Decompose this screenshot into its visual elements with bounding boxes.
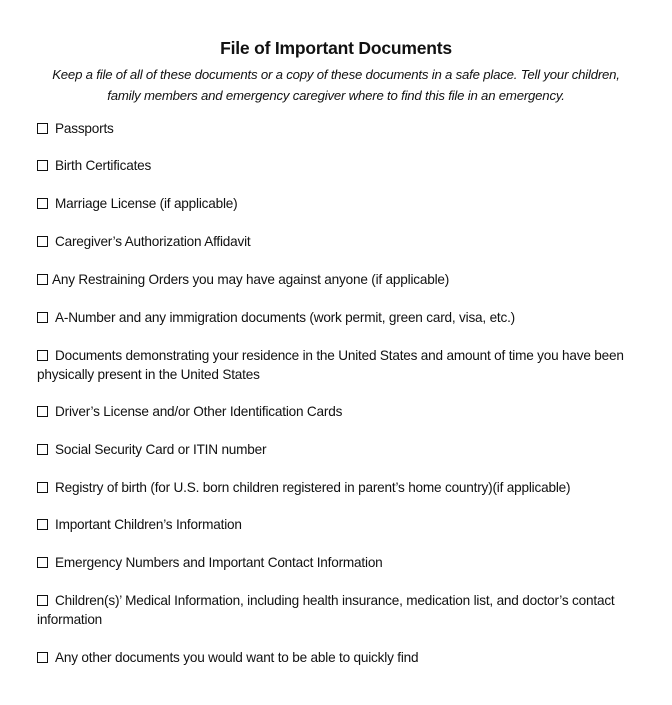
checklist-item-passports <box>37 119 647 138</box>
checklist-item-label: Documents demonstrating your residence in the United States and amount of time you have been physically present in the United States <box>37 348 624 382</box>
checklist-item-medical-information <box>37 591 647 629</box>
checkbox[interactable] <box>37 444 48 455</box>
checklist-item-label: Marriage License (if applicable) <box>55 196 238 211</box>
checkbox[interactable] <box>37 312 48 323</box>
checklist-item-label: Birth Certificates <box>55 158 152 173</box>
checklist-item-a-number <box>37 308 647 327</box>
checklist-item-label: Driver’s License and/or Other Identification Cards <box>55 404 343 419</box>
checkbox[interactable] <box>37 595 48 606</box>
checklist-item-registry-of-birth <box>37 478 647 497</box>
page-title: File of Important Documents <box>220 38 452 58</box>
checklist-item-label: Important Children’s Information <box>55 517 242 532</box>
checkbox[interactable] <box>37 557 48 568</box>
checklist-item-marriage-license <box>37 194 647 213</box>
checklist-item-label: Social Security Card or ITIN number <box>55 442 267 457</box>
checklist-item-restraining-orders <box>37 270 647 289</box>
checkbox[interactable] <box>37 350 48 361</box>
checkbox[interactable] <box>37 160 48 171</box>
checklist-item-label: Children(s)’ Medical Information, including health insurance, medication list, and doctor’s contact information <box>37 593 615 627</box>
checkbox[interactable] <box>37 274 48 285</box>
checkbox[interactable] <box>37 406 48 417</box>
checklist-item-birth-certificates <box>37 156 647 175</box>
checkbox[interactable] <box>37 236 48 247</box>
checklist-item-drivers-license <box>37 402 647 421</box>
checklist-item-label: Caregiver’s Authorization Affidavit <box>55 234 251 249</box>
checklist-item-label: Registry of birth (for U.S. born children registered in parent’s home country)(if applicable) <box>55 480 571 495</box>
checklist-item-label: A-Number and any immigration documents (work permit, green card, visa, etc.) <box>55 310 516 325</box>
checkbox[interactable] <box>37 123 48 134</box>
checklist-item-label: Any other documents you would want to be able to quickly find <box>55 650 419 665</box>
page-subtitle: Keep a file of all of these documents or a copy of these documents in a safe place. Tell your children, family members and emergency caregiver where to find this file in an emergency. <box>52 67 620 103</box>
checkbox[interactable] <box>37 198 48 209</box>
checklist-item-label: Emergency Numbers and Important Contact Information <box>55 555 383 570</box>
checklist-item-social-security <box>37 440 647 459</box>
checklist-item-other-documents <box>37 648 647 667</box>
checklist-item-caregiver-affidavit <box>37 232 647 251</box>
checkbox[interactable] <box>37 652 48 663</box>
checklist-item-emergency-numbers <box>37 553 647 572</box>
checklist-item-label: Any Restraining Orders you may have against anyone (if applicable) <box>52 272 450 287</box>
checklist-item-childrens-information <box>37 515 647 534</box>
checkbox[interactable] <box>37 519 48 530</box>
checklist-item-label: Passports <box>55 121 114 136</box>
checklist-item-residence-documents <box>37 346 647 384</box>
checkbox[interactable] <box>37 482 48 493</box>
